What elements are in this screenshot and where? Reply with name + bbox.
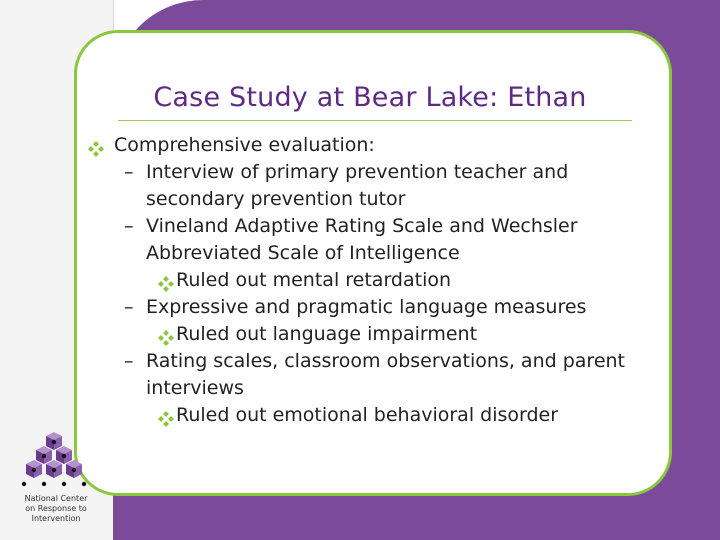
dash-marker: – xyxy=(124,350,134,372)
bullet-item-level3 xyxy=(84,321,644,348)
dash-marker: – xyxy=(124,296,134,318)
dash-marker: – xyxy=(124,215,134,237)
bullet-text: Interview of primary prevention teacher and secondary prevention tutor xyxy=(146,161,569,210)
title-underline xyxy=(118,120,632,121)
logo-caption xyxy=(6,494,106,524)
bullet-text: Expressive and pragmatic language measures xyxy=(146,296,587,318)
bullet-text: Vineland Adaptive Rating Scale and Wechsler Abbreviated Scale of Intelligence xyxy=(146,215,578,264)
bullet-text: Rating scales, classroom observations, and parent interviews xyxy=(146,350,625,399)
diamond-bullet-icon xyxy=(158,408,174,424)
bullet-text: Comprehensive evaluation: xyxy=(114,134,375,156)
bullet-text: Ruled out mental retardation xyxy=(176,269,452,291)
diamond-bullet-icon xyxy=(158,273,174,289)
logo-line: Intervention xyxy=(31,514,81,523)
dash-marker: – xyxy=(124,161,134,183)
bullet-item-level2 xyxy=(84,348,644,402)
bullet-item-level3 xyxy=(84,402,644,429)
bullet-text: Ruled out emotional behavioral disorder xyxy=(176,404,559,426)
bullet-list xyxy=(84,130,644,429)
diamond-bullet-icon xyxy=(88,138,104,154)
bullet-item-level3 xyxy=(84,267,644,294)
logo-line: National Center xyxy=(24,494,88,503)
logo-line: on Response to xyxy=(25,504,87,513)
bullet-text: Ruled out language impairment xyxy=(176,323,478,345)
bullet-item-level2 xyxy=(84,294,644,321)
slide-title: Case Study at Bear Lake: Ethan xyxy=(153,82,587,113)
diamond-bullet-icon xyxy=(158,327,174,343)
bullet-item-level2 xyxy=(84,213,644,267)
bullet-item-level2 xyxy=(84,159,644,213)
bullet-item-level1 xyxy=(84,132,644,159)
